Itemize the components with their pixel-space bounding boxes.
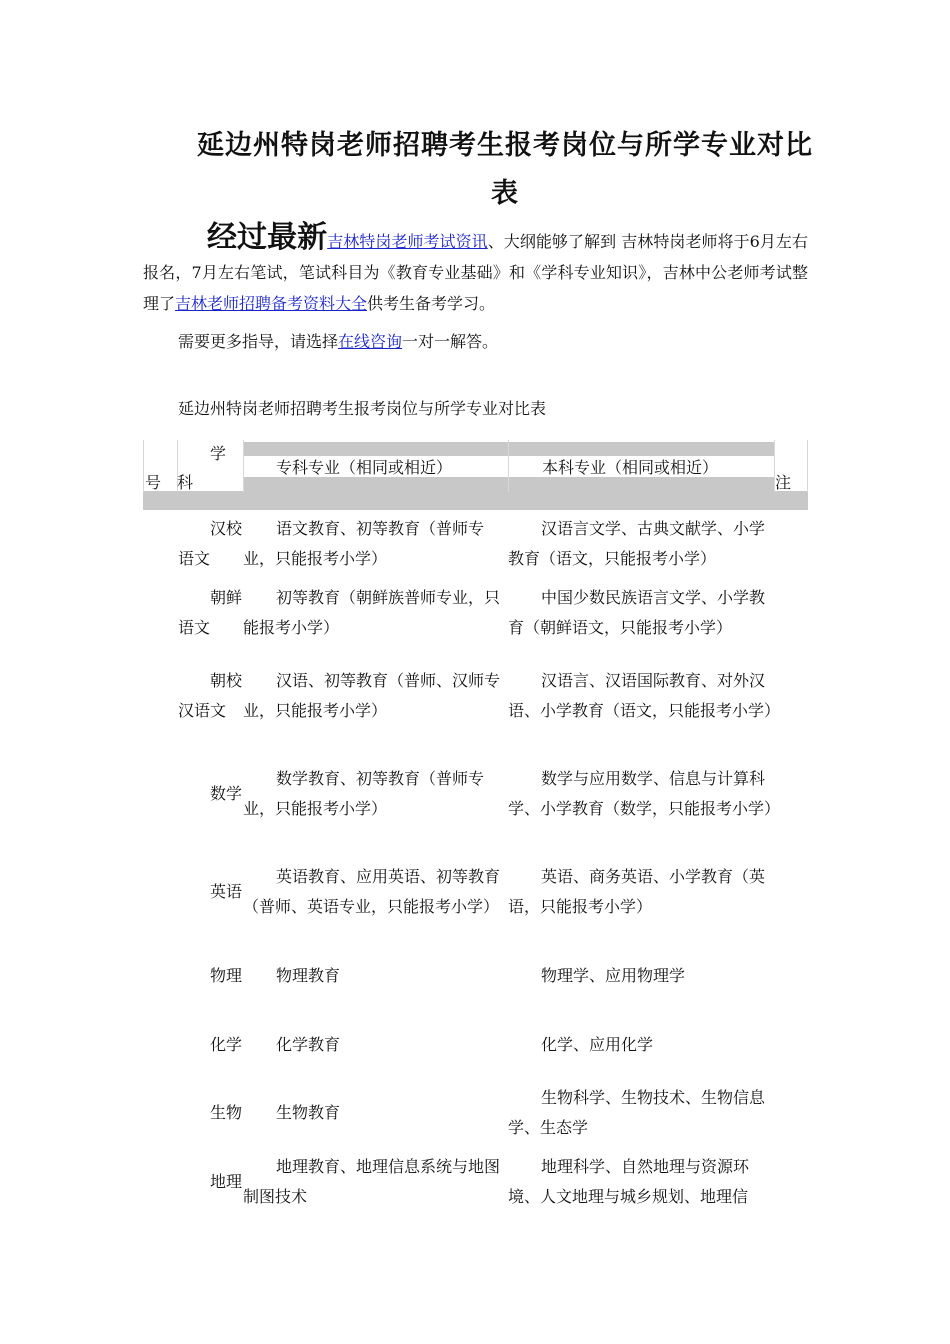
subject-cell (177, 843, 243, 941)
note-cell (774, 1079, 808, 1147)
number-cell (143, 843, 177, 941)
header-subject-top: 学 (210, 444, 227, 463)
bachelor-cell (508, 1010, 774, 1079)
intro-paragraph (143, 222, 808, 319)
junior-text: 语文教育、初等教育（普师专业，只能报考小学） (243, 518, 485, 568)
bachelor-cell (508, 647, 781, 745)
subject-text: 化学 (210, 1034, 243, 1054)
number-cell (143, 578, 177, 647)
header-divider (807, 440, 808, 492)
guide-before: 需要更多指导，请选择 (178, 332, 339, 351)
subject-text: 数学 (210, 784, 243, 803)
number-cell (143, 1010, 177, 1079)
subject-text: 物理 (210, 965, 243, 985)
subject-cell (177, 509, 243, 578)
table-header (143, 440, 808, 510)
intro-text-2: 供考生备考学习。 (367, 294, 496, 313)
table-row (143, 509, 808, 578)
subject-cell (177, 647, 243, 745)
junior-cell (243, 1010, 508, 1079)
number-cell (143, 509, 177, 578)
junior-cell (243, 1079, 508, 1147)
header-divider (508, 440, 509, 492)
junior-text: 地理教育、地理信息系统与地图制图技术 (243, 1156, 501, 1206)
junior-cell (243, 745, 508, 843)
table-row (143, 578, 808, 647)
header-divider (143, 440, 144, 492)
subject-text: 生物 (210, 1103, 243, 1122)
bachelor-text: 生物科学、生物技术、生物信息学、生态学 (508, 1088, 766, 1137)
junior-text: 生物教育 (276, 1103, 341, 1122)
table-row (143, 1079, 808, 1147)
header-number: 号 (145, 473, 162, 492)
subject-cell (177, 1147, 243, 1216)
junior-cell (243, 578, 508, 647)
header-shade-bottom (143, 491, 808, 510)
note-cell (774, 647, 808, 745)
bachelor-text: 英语、商务英语、小学教育（英语，只能报考小学） (508, 867, 766, 916)
table-row (143, 941, 808, 1010)
header-junior-major: 专科专业（相同或相近） (276, 458, 453, 477)
note-cell (774, 509, 808, 578)
note-cell (774, 843, 808, 941)
prep-materials-link[interactable]: 吉林老师招聘备考资料大全 (175, 294, 368, 313)
number-cell (143, 647, 177, 745)
subject-text: 英语 (210, 882, 243, 901)
header-divider (243, 440, 244, 492)
junior-text: 英语教育、应用英语、初等教育（普师、英语专业，只能报考小学） (243, 867, 501, 916)
intro-text-1: 、大纲能够了解到 吉林特岗老师将于6月左右报名，7月左右笔试，笔试科目为《教育专业基础》和《学科专业知识》，吉林中公老师考试整理了 (143, 232, 808, 313)
note-cell (774, 1147, 808, 1216)
note-cell (774, 1010, 808, 1079)
junior-cell (243, 843, 508, 941)
note-cell (774, 578, 808, 647)
guide-line (178, 327, 498, 357)
header-bachelor-major: 本科专业（相同或相近） (542, 458, 719, 477)
junior-text: 汉语、初等教育（普师、汉师专业，只能报考小学） (243, 671, 501, 720)
bachelor-text: 汉语言、汉语国际教育、对外汉语、小学教育（语文，只能报考小学） (508, 671, 781, 720)
note-cell (774, 941, 808, 1010)
table-row (143, 745, 808, 843)
online-consult-link[interactable]: 在线咨询 (338, 332, 403, 351)
junior-text: 初等教育（朝鲜族普师专业，只能报考小学） (243, 587, 501, 637)
number-cell (143, 745, 177, 843)
bachelor-cell (508, 1079, 774, 1147)
bachelor-cell (508, 509, 774, 578)
header-note: 注 (775, 473, 792, 492)
bachelor-text: 物理学、应用物理学 (541, 965, 686, 985)
guide-after: 一对一解答。 (402, 332, 499, 351)
table-row (143, 843, 808, 941)
junior-cell (243, 1147, 508, 1216)
number-cell (143, 1147, 177, 1216)
junior-cell (243, 509, 508, 578)
bachelor-cell (508, 941, 774, 1010)
subject-text: 地理 (210, 1171, 243, 1191)
bachelor-cell (508, 1147, 774, 1216)
subject-cell (177, 1079, 243, 1147)
subject-cell (177, 941, 243, 1010)
bachelor-text: 地理科学、自然地理与资源环境、人文地理与城乡规划、地理信 (508, 1156, 750, 1206)
junior-text: 物理教育 (276, 965, 341, 985)
table-caption: 延边州特岗老师招聘考生报考岗位与所学专业对比表 (178, 399, 547, 418)
junior-cell (243, 647, 508, 745)
table-row (143, 1010, 808, 1079)
table-row (143, 647, 808, 745)
bachelor-text: 汉语言文学、古典文献学、小学教育（语文，只能报考小学） (508, 518, 766, 568)
bachelor-cell (508, 745, 781, 843)
bachelor-cell (508, 843, 774, 941)
subject-text: 朝鲜语文 (178, 587, 243, 637)
intro-lead: 经过最新 (207, 220, 328, 255)
subject-cell (177, 578, 243, 647)
number-cell (143, 1079, 177, 1147)
header-subject-bottom: 科 (177, 473, 194, 492)
note-cell (774, 745, 808, 843)
number-cell (143, 941, 177, 1010)
bachelor-text: 化学、应用化学 (541, 1034, 654, 1054)
subject-cell (177, 1010, 243, 1079)
bachelor-text: 中国少数民族语言文学、小学教育（朝鲜语文，只能报考小学） (508, 587, 766, 637)
subject-cell (177, 745, 243, 843)
comparison-table (143, 440, 808, 1216)
table-row (143, 1147, 808, 1216)
subject-text: 汉校语文 (178, 518, 243, 568)
bachelor-cell (508, 578, 774, 647)
junior-text: 化学教育 (276, 1034, 341, 1054)
junior-cell (243, 941, 508, 1010)
subject-text: 朝校汉语文 (178, 671, 243, 720)
bachelor-text: 数学与应用数学、信息与计算科学、小学教育（数学，只能报考小学） (508, 769, 781, 818)
page-title: 延边州特岗老师招聘考生报考岗位与所学专业对比表 (197, 130, 813, 209)
exam-news-link[interactable]: 吉林特岗老师考试资讯 (327, 232, 488, 251)
junior-text: 数学教育、初等教育（普师专业，只能报考小学） (243, 769, 485, 818)
